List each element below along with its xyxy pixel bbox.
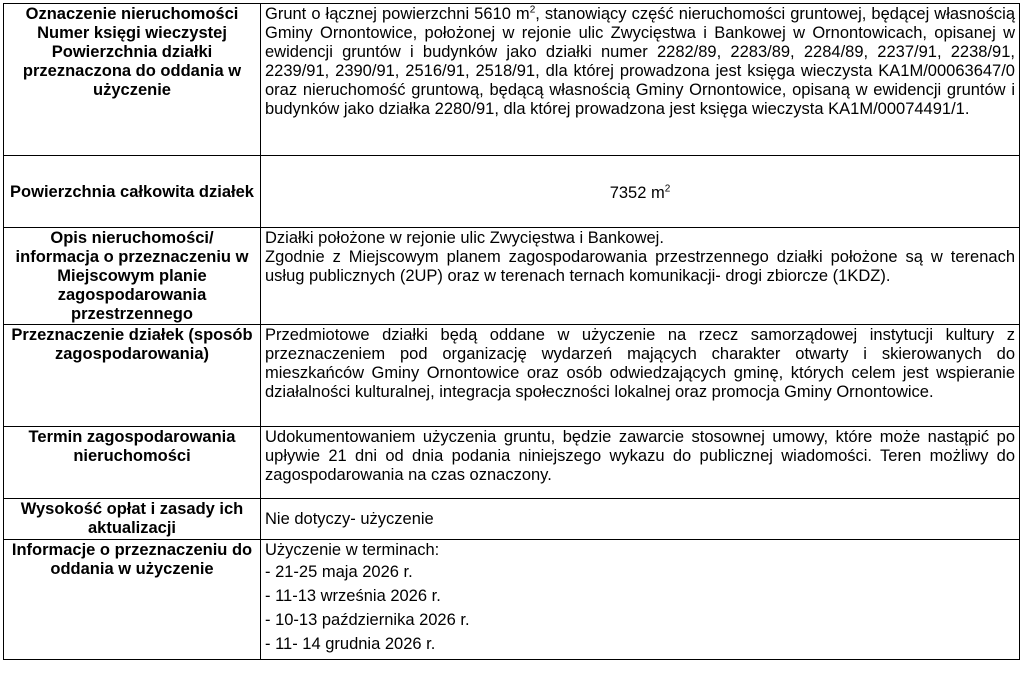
label-lending-info: Informacje o przeznaczeniu do oddania w użyczenie <box>4 540 261 660</box>
superscript: 2 <box>664 183 671 195</box>
table-row <box>4 427 1020 499</box>
content-total-area <box>261 156 1020 228</box>
superscript: 2 <box>529 4 536 16</box>
table-row <box>4 325 1020 427</box>
content-fees: Nie dotyczy- użyczenie <box>261 499 1020 540</box>
table-row <box>4 228 1020 325</box>
text-part: 7352 m <box>609 184 665 202</box>
label-fees: Wysokość opłat i zasady ich aktualizacji <box>4 499 261 540</box>
label-property-description: Opis nieruchomości/ informacja o przeznaczeniu w Miejscowym planie zagospodarowania przestrzennego <box>4 228 261 325</box>
lending-term: - 10-13 października 2026 r. <box>265 611 470 629</box>
lending-term: - 21-25 maja 2026 r. <box>265 563 413 581</box>
lending-intro: Użyczenie w terminach: <box>265 541 440 559</box>
content-lending-info <box>261 540 1020 660</box>
lending-term: - 11-13 września 2026 r. <box>265 587 441 605</box>
property-info-table <box>3 3 1020 660</box>
table-row <box>4 4 1020 156</box>
content-purpose: Przedmiotowe działki będą oddane w użyczenie na rzecz samorządowej instytucji kultury z przeznaczeniem pod organizację wydarzeń mających charakter otwarty i skierowanych do mieszkańców Gminy Ornontowice oraz osób odwiedzających gminę, których celem jest wspieranie działalności kulturalnej, integracja społeczności lokalnej oraz promocja Gminy Ornontowice. <box>261 325 1020 427</box>
text-part: Grunt o łącznej powierzchni 5610 m <box>265 5 530 23</box>
content-property-description <box>261 228 1020 325</box>
description-line: Działki położone w rejonie ulic Zwycięstwa i Bankowej. <box>265 229 664 247</box>
label-purpose: Przeznaczenie działek (sposób zagospodarowania) <box>4 325 261 427</box>
label-development-term: Termin zagospodarowania nieruchomości <box>4 427 261 499</box>
table-row <box>4 156 1020 228</box>
content-property-designation <box>261 4 1020 156</box>
content-development-term: Udokumentowaniem użyczenia gruntu, będzie zawarcie stosownej umowy, które może nastąpić po upływie 21 dni od dnia podania niniejszego wykazu do publicznej wiadomości. Teren możliwy do zagospodarowania na czas oznaczony. <box>261 427 1020 499</box>
label-property-designation: Oznaczenie nieruchomości Numer księgi wieczystej Powierzchnia działki przeznaczona do oddania w użyczenie <box>4 4 261 156</box>
table-row <box>4 499 1020 540</box>
lending-term: - 11- 14 grudnia 2026 r. <box>265 635 436 653</box>
label-total-area: Powierzchnia całkowita działek <box>4 156 261 228</box>
description-line: Zgodnie z Miejscowym planem zagospodarowania przestrzennego działki położone są w terenach usług publicznych (2UP) oraz w terenach ternach komunikacji- drogi zbiorcze (1KDZ). <box>265 248 1015 285</box>
text-part: , stanowiący część nieruchomości gruntowej, będącej własnością Gminy Ornontowice, położonej w rejonie ulic Zwycięstwa i Bankowej w Ornontowicach, opisanej w ewidencji gruntów i budynków jako działki numer 2282/89, 2283/89, 2284/89, 2237/91, 2238/91, 2239/91, 2390/91, 2516/91, 2518/91, dla której prowadzona jest księga wieczysta KA1M/00063647/0 oraz nieruchomość gruntową, będącą własnością Gminy Ornontowice, opisaną w ewidencji gruntów i budynków jako działka 2280/91, dla której prowadzona jest księga wieczysta KA1M/00074491/1. <box>265 5 1015 118</box>
table-row <box>4 540 1020 660</box>
